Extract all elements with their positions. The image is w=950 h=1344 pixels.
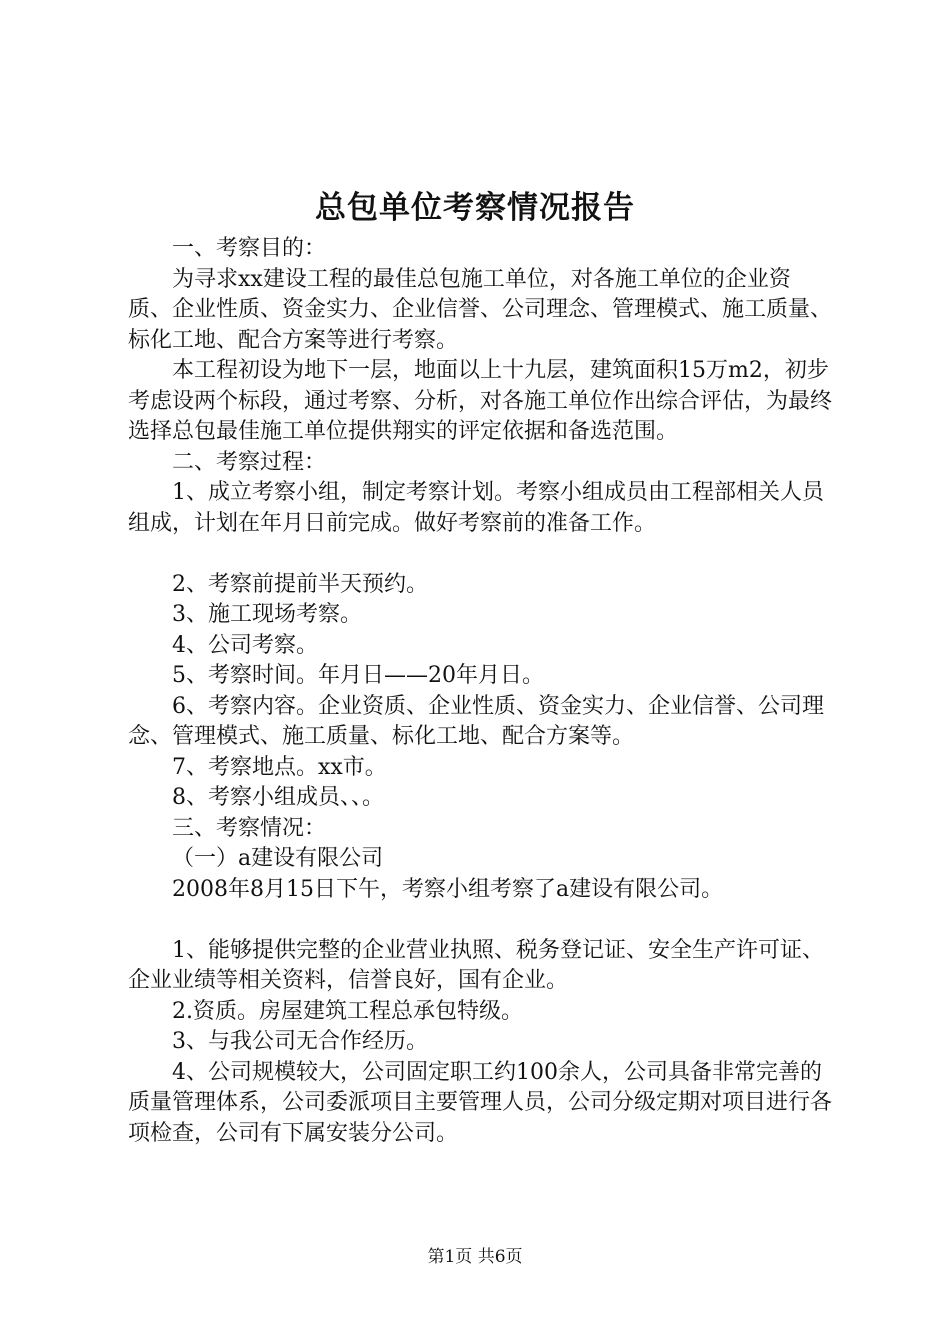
- paragraph: 一、考察目的：: [172, 236, 327, 261]
- paragraph: 为寻求xx建设工程的最佳总包施工单位，对各施工单位的企业资质、企业性质、资金实力、企业信誉、公司理念、管理模式、施工质量、标化工地、配合方案等进行考察。: [128, 266, 833, 353]
- paragraph: 二、考察过程：: [172, 449, 327, 475]
- page-number-footer: 第1页 共6页: [427, 1247, 523, 1267]
- paragraph: 6、考察内容。企业资质、企业性质、资金实力、企业信誉、公司理念、管理模式、施工质量、标化工地、配合方案等。: [128, 693, 824, 749]
- paragraph: 1、能够提供完整的企业营业执照、税务登记证、安全生产许可证、企业业绩等相关资料，信誉良好，国有企业。: [128, 937, 824, 993]
- paragraph: 5、考察时间。年月日——20年月日。: [172, 663, 544, 688]
- paragraph: 4、公司规模较大，公司固定职工约100余人，公司具备非常完善的质量管理体系，公司委派项目主要管理人员，公司分级定期对项目进行各项检查，公司有下属安装分公司。: [128, 1059, 833, 1146]
- paragraph: （一）a建设有限公司: [172, 846, 384, 871]
- paragraph: 三、考察情况：: [172, 815, 327, 841]
- document-body: [128, 234, 832, 1149]
- document-title: 总包单位考察情况报告: [315, 190, 635, 226]
- blank-line: [128, 905, 832, 936]
- blank-line: [128, 539, 832, 570]
- paragraph: 1、成立考察小组，制定考察计划。考察小组成员由工程部相关人员组成，计划在年月日前完成。做好考察前的准备工作。: [128, 480, 824, 536]
- paragraph: 本工程初设为地下一层，地面以上十九层，建筑面积15万m2，初步考虑设两个标段，通过考察、分析，对各施工单位作出综合评估，为最终选择总包最佳施工单位提供翔实的评定依据和备选范围。: [128, 358, 833, 444]
- paragraph: 2、考察前提前半天预约。: [172, 571, 428, 597]
- paragraph: 3、施工现场考察。: [172, 602, 362, 627]
- paragraph: 2.资质。房屋建筑工程总承包特级。: [172, 998, 523, 1024]
- paragraph: 7、考察地点。xx市。: [172, 754, 387, 780]
- paragraph: 3、与我公司无合作经历。: [172, 1029, 428, 1054]
- paragraph: 2008年8月15日下午，考察小组考察了a建设有限公司。: [172, 876, 724, 902]
- paragraph: 4、公司考察。: [172, 632, 318, 658]
- paragraph: 8、考察小组成员、、。: [172, 785, 384, 810]
